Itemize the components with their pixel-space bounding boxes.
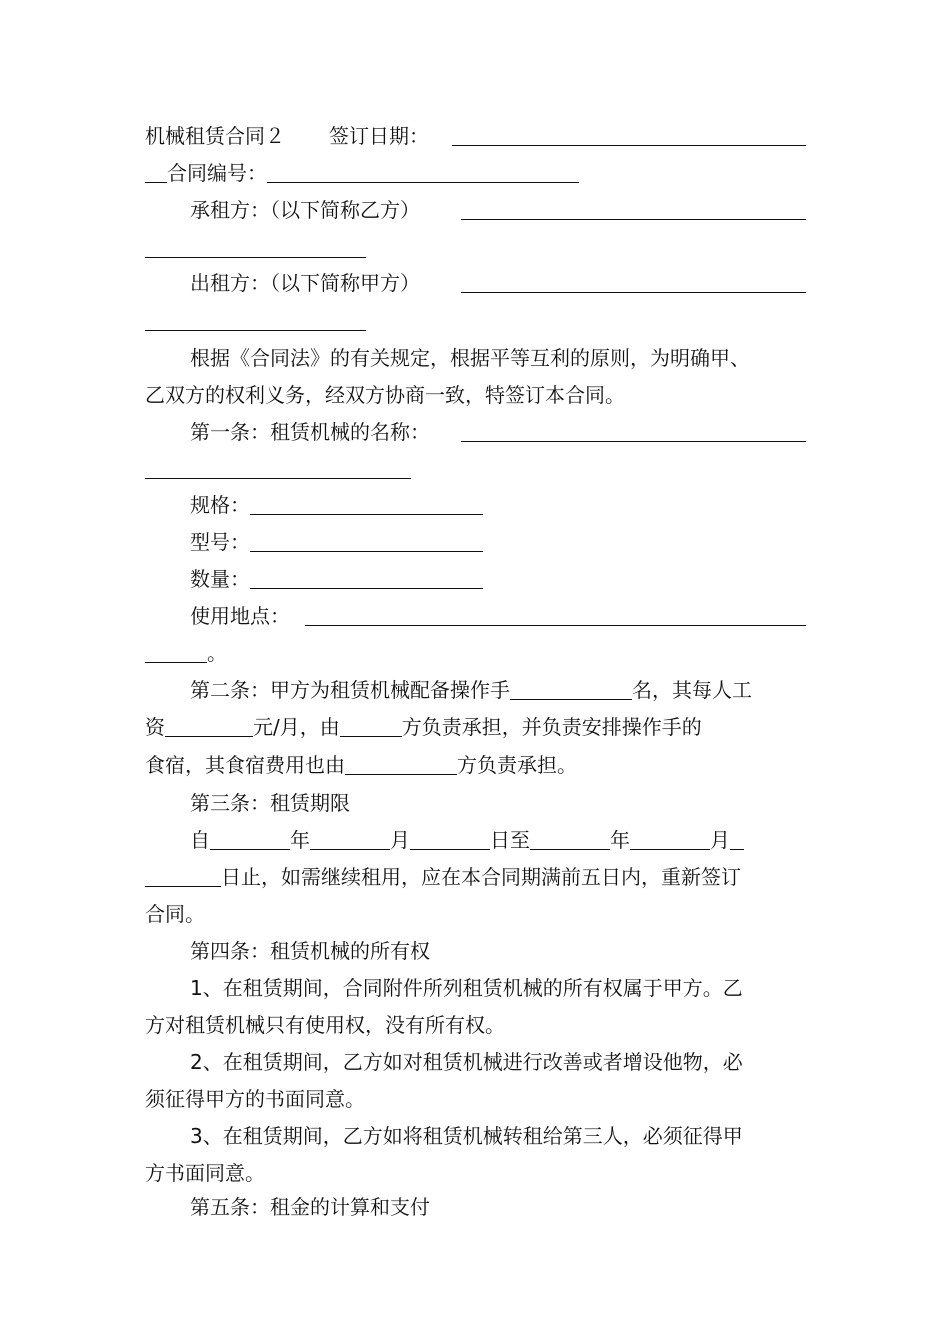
start-year-blank[interactable] [210,827,290,850]
art4-item3-line1: 3、在租赁期间，乙方如将租赁机械转租给第三人，必须征得甲 [190,1124,743,1148]
art4-item2-line1: 2、在租赁期间，乙方如对租赁机械进行改善或者增设他物，必 [190,1050,743,1074]
lessor-blank-cont[interactable] [145,330,366,331]
art3-from: 自 [190,828,210,852]
location-line [190,601,810,631]
location-blank-cont[interactable] [145,640,207,663]
art3-year-2: 年 [610,828,630,852]
lessee-line [190,195,810,225]
art2-line-2 [145,712,810,742]
model-line [190,527,810,557]
art3-day-to: 日至 [490,828,530,852]
art4-item2-line2: 须征得甲方的书面同意。 [145,1087,365,1111]
art2-text-e: 方负责承担，并负责安排操作手的 [401,715,702,739]
art1-name-label: 第一条：租赁机械的名称： [190,420,430,444]
operator-count-blank[interactable] [510,677,632,700]
art2-text-d: 元/月，由 [253,715,340,739]
sign-date-label: 签订日期： [329,124,429,148]
lessee-blank-cont[interactable] [145,257,366,258]
sign-date-blank-cont[interactable] [145,160,167,183]
art3-line-3: 合同。 [145,902,205,926]
art2-text-a: 第二条：甲方为租赁机械配备操作手 [190,678,510,702]
art3-line-1 [190,825,810,855]
spec-blank[interactable] [250,492,483,515]
quantity-label: 数量： [190,567,250,591]
contract-no-blank[interactable] [267,160,579,183]
contract-no-label: 合同编号： [167,161,267,185]
wage-blank[interactable] [165,714,253,737]
lessee-blank[interactable] [461,219,806,220]
lessee-label: 承租方：（以下简称乙方） [190,198,420,222]
art2-text-g: 方负责承担。 [457,753,577,777]
lessor-line [190,268,810,298]
spec-label: 规格： [190,493,250,517]
art4-title: 第四条：租赁机械的所有权 [190,939,430,963]
machine-name-blank-cont[interactable] [145,478,411,479]
contract-title: 机械租赁合同２ [145,124,285,148]
art3-month-2: 月 [710,828,730,852]
spec-line [190,490,810,520]
art4-item1-line1: 1、在租赁期间，合同附件所列租赁机械的所有权属于甲方。乙 [190,976,743,1000]
end-day-blank[interactable] [730,827,744,850]
location-blank[interactable] [305,625,806,626]
intro-line-1: 根据《合同法》的有关规定，根据平等互利的原则，为明确甲、 [190,346,750,370]
art3-text-renew: 日止，如需继续租用，应在本合同期满前五日内，重新签订 [221,865,741,889]
machine-name-blank[interactable] [461,441,806,442]
model-blank[interactable] [250,529,483,552]
art1-name-line [190,417,810,447]
location-line-2 [145,638,810,668]
art3-month-1: 月 [390,828,410,852]
art4-item1-line2: 方对租赁机械只有使用权，没有所有权。 [145,1013,505,1037]
art2-line-1 [190,675,810,705]
art2-text-b: 名，其每人工 [632,678,752,702]
art2-text-f: 食宿，其食宿费用也由 [145,753,345,777]
quantity-blank[interactable] [250,566,483,589]
start-day-blank[interactable] [410,827,490,850]
title-line [145,121,810,151]
end-month-blank[interactable] [630,827,710,850]
lessor-label: 出租方：（以下简称甲方） [190,271,420,295]
end-year-blank[interactable] [530,827,610,850]
art2-line-3 [145,750,810,780]
intro-line-2: 乙双方的权利义务，经双方协商一致，特签订本合同。 [145,383,625,407]
wage-party-blank[interactable] [340,714,402,737]
art3-title: 第三条：租赁期限 [190,791,350,815]
period-mark: 。 [207,641,227,665]
quantity-line [190,564,810,594]
model-label: 型号： [190,530,250,554]
lessor-blank[interactable] [461,292,806,293]
art3-year-1: 年 [290,828,310,852]
end-day-blank-cont[interactable] [145,864,221,887]
art5-title: 第五条：租金的计算和支付 [190,1195,430,1219]
art3-line-2 [145,862,810,892]
art2-text-c: 资 [145,715,165,739]
art4-item3-line2: 方书面同意。 [145,1161,265,1185]
sign-date-blank[interactable] [452,145,806,146]
start-month-blank[interactable] [310,827,390,850]
board-party-blank[interactable] [345,752,457,775]
contract-no-line [145,158,810,188]
location-label: 使用地点： [190,604,290,628]
